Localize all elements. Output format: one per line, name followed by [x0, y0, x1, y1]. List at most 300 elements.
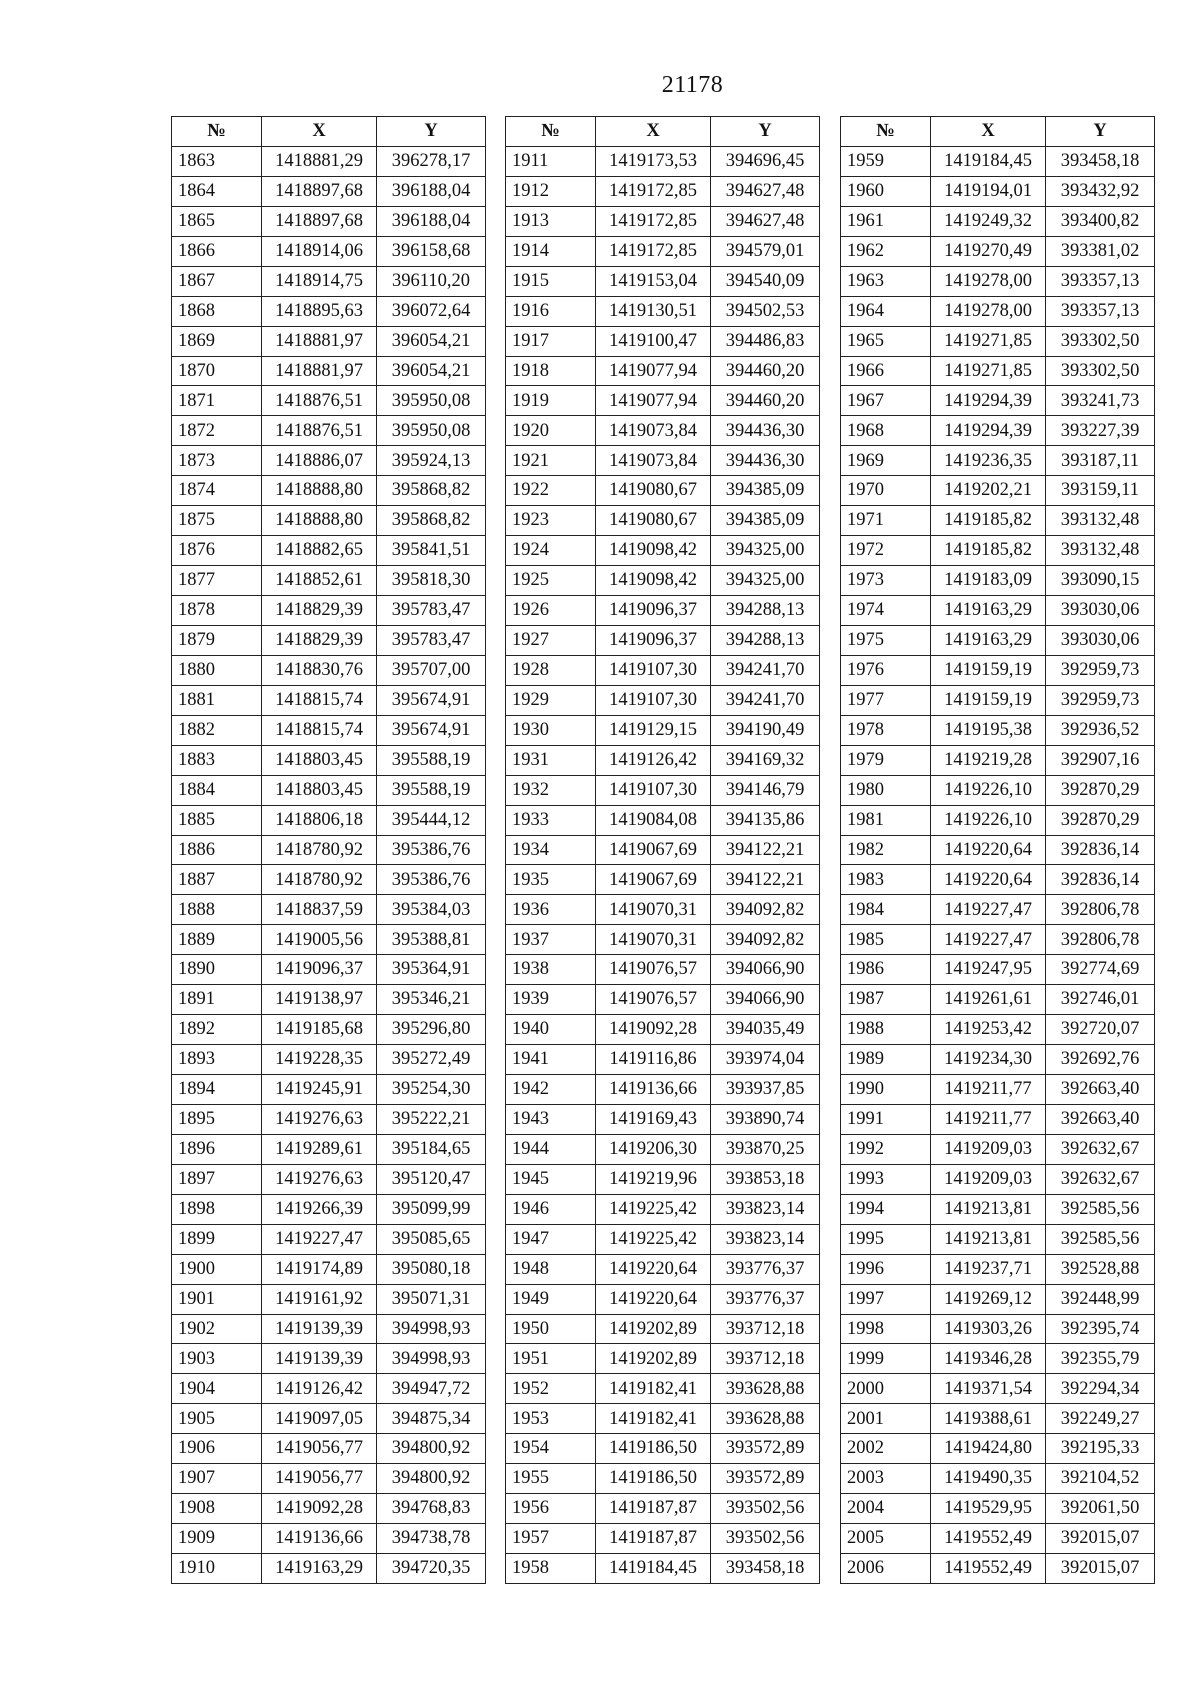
- point-number-cell: 1921: [506, 446, 596, 476]
- y-cell: 393227,39: [1046, 416, 1155, 446]
- x-cell: 1418852,61: [262, 566, 377, 596]
- y-cell: 392355,79: [1046, 1344, 1155, 1374]
- point-number-cell: 1927: [506, 625, 596, 655]
- x-cell: 1419245,91: [262, 1075, 377, 1105]
- x-cell: 1419080,67: [596, 506, 711, 536]
- table-row: [841, 1075, 1155, 1105]
- point-number-cell: 1987: [841, 985, 931, 1015]
- x-cell: 1419209,03: [931, 1134, 1046, 1164]
- x-cell: 1419234,30: [931, 1045, 1046, 1075]
- y-cell: 393628,88: [711, 1404, 820, 1434]
- point-number-cell: 1905: [172, 1404, 262, 1434]
- y-cell: 392104,52: [1046, 1464, 1155, 1494]
- x-cell: 1419092,28: [262, 1494, 377, 1524]
- y-cell: 393132,48: [1046, 506, 1155, 536]
- x-cell: 1419107,30: [596, 775, 711, 805]
- table-row: [841, 775, 1155, 805]
- y-cell: 393159,11: [1046, 476, 1155, 506]
- table-row: [172, 266, 486, 296]
- x-cell: 1419077,94: [596, 386, 711, 416]
- point-number-cell: 1984: [841, 895, 931, 925]
- table-row: [172, 1434, 486, 1464]
- point-number-cell: 1947: [506, 1224, 596, 1254]
- table-row: [506, 1015, 820, 1045]
- table-row: [172, 1494, 486, 1524]
- point-number-cell: 1898: [172, 1194, 262, 1224]
- table-row: [506, 206, 820, 236]
- table-row: [172, 296, 486, 326]
- table-row: [841, 1284, 1155, 1314]
- table-row: [506, 1554, 820, 1584]
- table-row: [841, 476, 1155, 506]
- table-row: [841, 1104, 1155, 1134]
- y-cell: 393381,02: [1046, 236, 1155, 266]
- x-cell: 1419226,10: [931, 775, 1046, 805]
- x-cell: 1419070,31: [596, 895, 711, 925]
- point-number-cell: 1986: [841, 955, 931, 985]
- table-row: [506, 176, 820, 206]
- point-number-cell: 1884: [172, 775, 262, 805]
- table-row: [841, 1524, 1155, 1554]
- x-cell: 1419136,66: [262, 1524, 377, 1554]
- x-cell: 1418882,65: [262, 536, 377, 566]
- point-number-cell: 1963: [841, 266, 931, 296]
- y-cell: 394720,35: [377, 1554, 486, 1584]
- point-number-cell: 1875: [172, 506, 262, 536]
- x-cell: 1419213,81: [931, 1194, 1046, 1224]
- table-row: [506, 1464, 820, 1494]
- y-cell: 394241,70: [711, 655, 820, 685]
- y-cell: 394146,79: [711, 775, 820, 805]
- table-row: [172, 536, 486, 566]
- point-number-cell: 1879: [172, 625, 262, 655]
- point-number-cell: 1916: [506, 296, 596, 326]
- table-row: [841, 1164, 1155, 1194]
- y-cell: 394696,45: [711, 146, 820, 176]
- y-cell: 393302,50: [1046, 326, 1155, 356]
- table-row: [172, 1404, 486, 1434]
- x-cell: 1419107,30: [596, 685, 711, 715]
- x-cell: 1419303,26: [931, 1314, 1046, 1344]
- point-number-cell: 1972: [841, 536, 931, 566]
- x-cell: 1418881,97: [262, 326, 377, 356]
- table-row: [841, 326, 1155, 356]
- y-cell: 394325,00: [711, 536, 820, 566]
- table-row: [841, 955, 1155, 985]
- coordinates-table-3: [840, 116, 1155, 1584]
- y-cell: 394540,09: [711, 266, 820, 296]
- table-row: [172, 416, 486, 446]
- table-row: [506, 865, 820, 895]
- x-cell: 1419139,39: [262, 1344, 377, 1374]
- y-cell: 393132,48: [1046, 536, 1155, 566]
- table-row: [172, 146, 486, 176]
- y-cell: 395346,21: [377, 985, 486, 1015]
- point-number-cell: 1996: [841, 1254, 931, 1284]
- point-number-cell: 1955: [506, 1464, 596, 1494]
- y-cell: 393502,56: [711, 1494, 820, 1524]
- x-cell: 1419211,77: [931, 1104, 1046, 1134]
- y-cell: 395444,12: [377, 805, 486, 835]
- x-cell: 1419219,96: [596, 1164, 711, 1194]
- y-cell: 392015,07: [1046, 1554, 1155, 1584]
- y-cell: 393870,25: [711, 1134, 820, 1164]
- point-number-cell: 1997: [841, 1284, 931, 1314]
- point-number-cell: 1939: [506, 985, 596, 1015]
- x-cell: 1419182,41: [596, 1404, 711, 1434]
- point-number-cell: 2001: [841, 1404, 931, 1434]
- y-cell: 392663,40: [1046, 1104, 1155, 1134]
- x-cell: 1419084,08: [596, 805, 711, 835]
- y-cell: 392907,16: [1046, 745, 1155, 775]
- x-cell: 1419163,29: [262, 1554, 377, 1584]
- x-cell: 1419163,29: [931, 625, 1046, 655]
- y-cell: 394190,49: [711, 715, 820, 745]
- x-cell: 1419213,81: [931, 1224, 1046, 1254]
- table-row: [172, 715, 486, 745]
- table-row: [172, 745, 486, 775]
- point-number-cell: 1919: [506, 386, 596, 416]
- point-number-cell: 1951: [506, 1344, 596, 1374]
- point-number-cell: 2003: [841, 1464, 931, 1494]
- table-row: [841, 1224, 1155, 1254]
- y-cell: 394288,13: [711, 596, 820, 626]
- x-cell: 1418780,92: [262, 865, 377, 895]
- point-number-cell: 1941: [506, 1045, 596, 1075]
- y-cell: 396072,64: [377, 296, 486, 326]
- table-row: [506, 386, 820, 416]
- table-row: [841, 236, 1155, 266]
- point-number-cell: 1883: [172, 745, 262, 775]
- x-cell: 1419237,71: [931, 1254, 1046, 1284]
- x-cell: 1419552,49: [931, 1524, 1046, 1554]
- point-number-cell: 1869: [172, 326, 262, 356]
- y-cell: 392959,73: [1046, 655, 1155, 685]
- table-row: [506, 1434, 820, 1464]
- table-row: [506, 476, 820, 506]
- x-cell: 1418897,68: [262, 206, 377, 236]
- table-row: [841, 1434, 1155, 1464]
- y-cell: 395386,76: [377, 865, 486, 895]
- y-cell: 396158,68: [377, 236, 486, 266]
- point-number-cell: 1876: [172, 536, 262, 566]
- point-number-cell: 1991: [841, 1104, 931, 1134]
- table-body: [506, 146, 820, 1583]
- y-cell: 394460,20: [711, 356, 820, 386]
- y-cell: 395924,13: [377, 446, 486, 476]
- table-body: [172, 146, 486, 1583]
- table-row: [841, 296, 1155, 326]
- point-number-cell: 1907: [172, 1464, 262, 1494]
- x-cell: 1419220,64: [596, 1284, 711, 1314]
- point-number-cell: 1961: [841, 206, 931, 236]
- point-number-cell: 1886: [172, 835, 262, 865]
- point-number-cell: 1954: [506, 1434, 596, 1464]
- y-cell: 392294,34: [1046, 1374, 1155, 1404]
- x-cell: 1419172,85: [596, 206, 711, 236]
- x-cell: 1419185,68: [262, 1015, 377, 1045]
- table-body: [841, 146, 1155, 1583]
- table-row: [841, 1464, 1155, 1494]
- point-number-cell: 1988: [841, 1015, 931, 1045]
- x-cell: 1419107,30: [596, 655, 711, 685]
- x-cell: 1419294,39: [931, 386, 1046, 416]
- table-row: [506, 1164, 820, 1194]
- point-number-cell: 1932: [506, 775, 596, 805]
- point-number-cell: 1985: [841, 925, 931, 955]
- table-row: [506, 1314, 820, 1344]
- table-row: [841, 356, 1155, 386]
- y-cell: 393357,13: [1046, 296, 1155, 326]
- y-cell: 393572,89: [711, 1434, 820, 1464]
- table-row: [841, 206, 1155, 236]
- x-cell: 1419096,37: [596, 596, 711, 626]
- table-row: [841, 1404, 1155, 1434]
- table-row: [841, 446, 1155, 476]
- x-cell: 1419278,00: [931, 266, 1046, 296]
- point-number-cell: 1888: [172, 895, 262, 925]
- y-cell: 394627,48: [711, 176, 820, 206]
- table-row: [841, 745, 1155, 775]
- point-number-cell: 1959: [841, 146, 931, 176]
- x-cell: 1419073,84: [596, 446, 711, 476]
- x-cell: 1418780,92: [262, 835, 377, 865]
- table-row: [506, 715, 820, 745]
- header-number: №: [841, 117, 931, 147]
- point-number-cell: 2005: [841, 1524, 931, 1554]
- table-row: [172, 895, 486, 925]
- x-cell: 1418815,74: [262, 685, 377, 715]
- y-cell: 392448,99: [1046, 1284, 1155, 1314]
- table-row: [841, 925, 1155, 955]
- point-number-cell: 1887: [172, 865, 262, 895]
- point-number-cell: 1958: [506, 1554, 596, 1584]
- table-row: [172, 476, 486, 506]
- x-cell: 1418803,45: [262, 775, 377, 805]
- point-number-cell: 2000: [841, 1374, 931, 1404]
- x-cell: 1419159,19: [931, 655, 1046, 685]
- point-number-cell: 1924: [506, 536, 596, 566]
- table-row: [841, 865, 1155, 895]
- point-number-cell: 1949: [506, 1284, 596, 1314]
- x-cell: 1419276,63: [262, 1164, 377, 1194]
- point-number-cell: 1975: [841, 625, 931, 655]
- point-number-cell: 1895: [172, 1104, 262, 1134]
- point-number-cell: 1904: [172, 1374, 262, 1404]
- point-number-cell: 1969: [841, 446, 931, 476]
- table-row: [172, 955, 486, 985]
- x-cell: 1419185,82: [931, 536, 1046, 566]
- point-number-cell: 1945: [506, 1164, 596, 1194]
- x-cell: 1419490,35: [931, 1464, 1046, 1494]
- y-cell: 395707,00: [377, 655, 486, 685]
- y-cell: 394436,30: [711, 416, 820, 446]
- point-number-cell: 1912: [506, 176, 596, 206]
- table-row: [506, 745, 820, 775]
- point-number-cell: 1974: [841, 596, 931, 626]
- x-cell: 1419186,50: [596, 1464, 711, 1494]
- y-cell: 395085,65: [377, 1224, 486, 1254]
- point-number-cell: 1892: [172, 1015, 262, 1045]
- y-cell: 395868,82: [377, 506, 486, 536]
- table-row: [841, 805, 1155, 835]
- table-row: [172, 1104, 486, 1134]
- table-row: [172, 1554, 486, 1584]
- y-cell: 394135,86: [711, 805, 820, 835]
- x-cell: 1419173,53: [596, 146, 711, 176]
- point-number-cell: 1977: [841, 685, 931, 715]
- x-cell: 1419126,42: [262, 1374, 377, 1404]
- point-number-cell: 1938: [506, 955, 596, 985]
- y-cell: 393823,14: [711, 1194, 820, 1224]
- x-cell: 1418888,80: [262, 476, 377, 506]
- point-number-cell: 1899: [172, 1224, 262, 1254]
- point-number-cell: 1931: [506, 745, 596, 775]
- table-row: [506, 1494, 820, 1524]
- point-number-cell: 1874: [172, 476, 262, 506]
- table-row: [506, 146, 820, 176]
- header-number: №: [506, 117, 596, 147]
- x-cell: 1419225,42: [596, 1224, 711, 1254]
- point-number-cell: 1980: [841, 775, 931, 805]
- y-cell: 396054,21: [377, 356, 486, 386]
- y-cell: 392836,14: [1046, 835, 1155, 865]
- x-cell: 1419294,39: [931, 416, 1046, 446]
- table-row: [506, 1134, 820, 1164]
- x-cell: 1418895,63: [262, 296, 377, 326]
- point-number-cell: 1962: [841, 236, 931, 266]
- y-cell: 396278,17: [377, 146, 486, 176]
- table-row: [172, 326, 486, 356]
- table-row: [841, 1045, 1155, 1075]
- point-number-cell: 1903: [172, 1344, 262, 1374]
- x-cell: 1419209,03: [931, 1164, 1046, 1194]
- y-cell: 395950,08: [377, 386, 486, 416]
- table-row: [841, 566, 1155, 596]
- point-number-cell: 1925: [506, 566, 596, 596]
- y-cell: 393974,04: [711, 1045, 820, 1075]
- y-cell: 394385,09: [711, 476, 820, 506]
- table-row: [506, 1224, 820, 1254]
- table-row: [841, 895, 1155, 925]
- point-number-cell: 1915: [506, 266, 596, 296]
- point-number-cell: 1994: [841, 1194, 931, 1224]
- y-cell: 394486,83: [711, 326, 820, 356]
- table-header: [506, 117, 820, 147]
- point-number-cell: 1936: [506, 895, 596, 925]
- y-cell: 394092,82: [711, 925, 820, 955]
- page-number: 21178: [661, 72, 724, 98]
- table-row: [506, 985, 820, 1015]
- y-cell: 394169,32: [711, 745, 820, 775]
- point-number-cell: 1871: [172, 386, 262, 416]
- y-cell: 395588,19: [377, 775, 486, 805]
- table-row: [506, 506, 820, 536]
- table-row: [506, 566, 820, 596]
- table-row: [172, 1284, 486, 1314]
- x-cell: 1419227,47: [262, 1224, 377, 1254]
- x-cell: 1418888,80: [262, 506, 377, 536]
- point-number-cell: 1952: [506, 1374, 596, 1404]
- table-row: [506, 596, 820, 626]
- table-row: [506, 296, 820, 326]
- y-cell: 392528,88: [1046, 1254, 1155, 1284]
- y-cell: 394122,21: [711, 865, 820, 895]
- header-x: X: [931, 117, 1046, 147]
- table-row: [172, 1224, 486, 1254]
- x-cell: 1418914,75: [262, 266, 377, 296]
- x-cell: 1419187,87: [596, 1524, 711, 1554]
- table-row: [841, 1314, 1155, 1344]
- table-row: [841, 1344, 1155, 1374]
- point-number-cell: 1944: [506, 1134, 596, 1164]
- x-cell: 1419271,85: [931, 356, 1046, 386]
- x-cell: 1419129,15: [596, 715, 711, 745]
- table-row: [172, 506, 486, 536]
- point-number-cell: 1920: [506, 416, 596, 446]
- x-cell: 1418886,07: [262, 446, 377, 476]
- table-row: [841, 386, 1155, 416]
- header-y: Y: [711, 117, 820, 147]
- point-number-cell: 1950: [506, 1314, 596, 1344]
- x-cell: 1419276,63: [262, 1104, 377, 1134]
- x-cell: 1419225,42: [596, 1194, 711, 1224]
- y-cell: 395272,49: [377, 1045, 486, 1075]
- y-cell: 393432,92: [1046, 176, 1155, 206]
- x-cell: 1419206,30: [596, 1134, 711, 1164]
- y-cell: 394998,93: [377, 1344, 486, 1374]
- x-cell: 1419202,89: [596, 1344, 711, 1374]
- point-number-cell: 1911: [506, 146, 596, 176]
- point-number-cell: 1918: [506, 356, 596, 386]
- point-number-cell: 1878: [172, 596, 262, 626]
- y-cell: 396054,21: [377, 326, 486, 356]
- y-cell: 392746,01: [1046, 985, 1155, 1015]
- point-number-cell: 1970: [841, 476, 931, 506]
- x-cell: 1419005,56: [262, 925, 377, 955]
- table-row: [506, 1374, 820, 1404]
- x-cell: 1419076,57: [596, 985, 711, 1015]
- y-cell: 392870,29: [1046, 775, 1155, 805]
- y-cell: 392585,56: [1046, 1224, 1155, 1254]
- table-row: [841, 1254, 1155, 1284]
- table-row: [506, 1254, 820, 1284]
- y-cell: 395783,47: [377, 625, 486, 655]
- x-cell: 1419227,47: [931, 895, 1046, 925]
- table-row: [172, 985, 486, 1015]
- x-cell: 1419202,21: [931, 476, 1046, 506]
- point-number-cell: 1882: [172, 715, 262, 745]
- table-row: [841, 266, 1155, 296]
- y-cell: 396110,20: [377, 266, 486, 296]
- y-cell: 395674,91: [377, 685, 486, 715]
- point-number-cell: 1983: [841, 865, 931, 895]
- x-cell: 1419056,77: [262, 1434, 377, 1464]
- x-cell: 1419388,61: [931, 1404, 1046, 1434]
- point-number-cell: 1973: [841, 566, 931, 596]
- x-cell: 1418897,68: [262, 176, 377, 206]
- y-cell: 395120,47: [377, 1164, 486, 1194]
- x-cell: 1419270,49: [931, 236, 1046, 266]
- table-row: [841, 1015, 1155, 1045]
- y-cell: 393400,82: [1046, 206, 1155, 236]
- y-cell: 393458,18: [711, 1554, 820, 1584]
- x-cell: 1419195,38: [931, 715, 1046, 745]
- point-number-cell: 1960: [841, 176, 931, 206]
- x-cell: 1419067,69: [596, 835, 711, 865]
- table-row: [506, 356, 820, 386]
- table-row: [172, 1254, 486, 1284]
